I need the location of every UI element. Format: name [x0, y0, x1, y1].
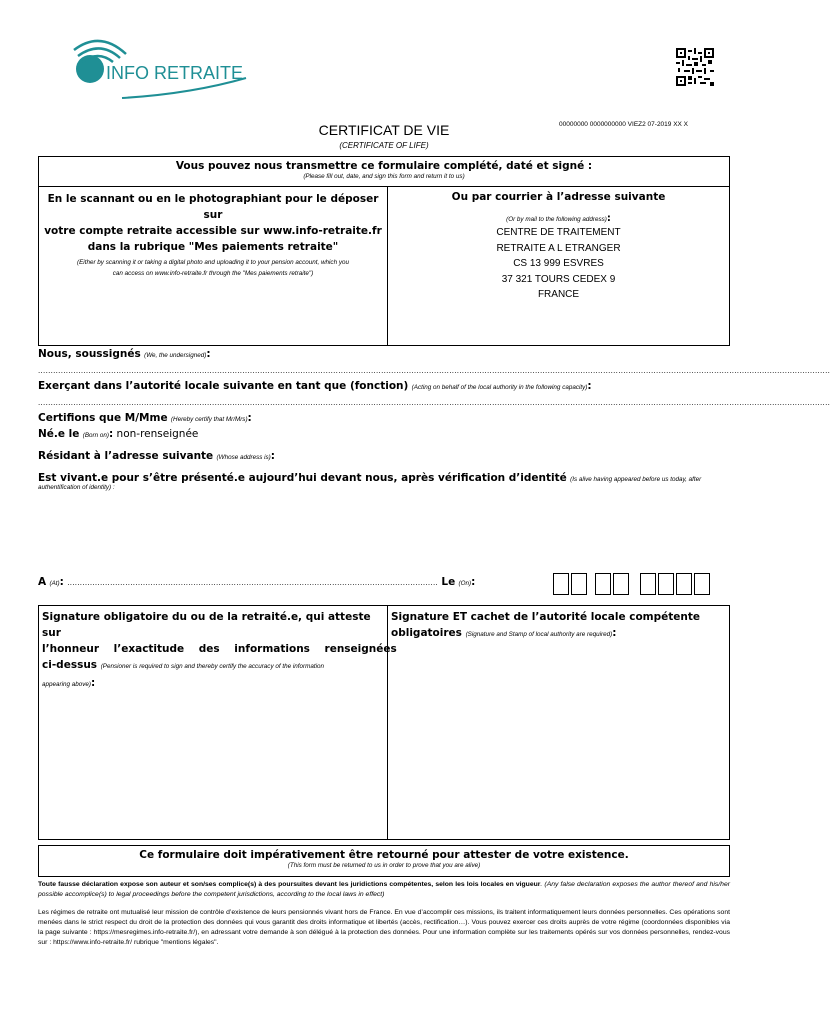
function-colon: :: [587, 380, 592, 392]
place-dotted-line[interactable]: ...................................................................................................................................................: [67, 578, 439, 587]
mail-colon: :: [606, 213, 611, 224]
online-line-1: En le scannant ou en le photographiant pour le déposer sur: [47, 193, 379, 221]
return-notice-translation: (This form must be returned to us in order to prove that you are alive): [287, 862, 481, 869]
warning-italic: . (Any false declaration exposes the author thereof and his/her possible accomplice(s) to legal proceedings before the competent jurisdictions, according to the local laws in effect): [38, 881, 730, 898]
resident-colon: :: [270, 450, 275, 462]
alive-statement: [38, 472, 730, 491]
address-line-5: FRANCE: [537, 289, 580, 300]
authority-line-2: obligatoires: [391, 627, 462, 639]
warning-bold: Toute fausse déclaration expose son auteur et son/ses complice(s) à des poursuites devant les juridictions compétentes, selon les lois locales en vigueur: [38, 881, 541, 888]
date-colon: :: [471, 576, 476, 588]
page-title: CERTIFICAT DE VIE: [318, 122, 450, 138]
certify-label: Certifions que M/Mme: [38, 412, 168, 424]
mail-translation: (Or by mail to the following address): [506, 216, 607, 223]
return-notice-main: Ce formulaire doit impérativement être retourné pour attester de votre existence.: [139, 849, 629, 861]
pensioner-translation-1: (Pensioner is required to sign and thereby certify the accuracy of the information: [100, 663, 325, 670]
mail-heading: Ou par courrier à l’adresse suivante: [451, 191, 666, 203]
address-line-4: 37 321 TOURS CEDEX 9: [501, 273, 616, 285]
online-translation-2: can access on www.info-retraite.fr through the "Mes paiements retraite"): [112, 270, 314, 277]
undersigned-label: Nous, soussignés: [38, 348, 141, 360]
instructions-header-box: [38, 156, 730, 187]
undersigned-field[interactable]: [38, 348, 211, 360]
function-field[interactable]: [38, 380, 592, 392]
certify-field[interactable]: [38, 412, 252, 424]
authority-translation: (Signature and Stamp of local authority are required): [465, 631, 613, 638]
alive-translation-2: authentification of identity) :: [38, 484, 115, 491]
pensioner-translation-2: appearing above): [42, 681, 92, 688]
date-label: Le: [441, 576, 456, 588]
instructions-translation: (Please fill out, date, and sign this form and return it to us): [303, 173, 465, 180]
instructions-main: Vous pouvez nous transmettre ce formulaire complété, daté et signé :: [175, 160, 593, 172]
resident-translation: (Whose address is): [216, 454, 271, 461]
privacy-notice: Les régimes de retraite ont mutualisé leur mission de contrôle d’existence de leurs pensionnés vivant hors de France. En vue d’accomplir ces missions, ils traitent informatiquement leurs données personnelles. Ces opérations sont menées dans le strict respect du droit de la protection des données qui vous garantit des droits informatique et libertés (accès, rectification…). Vous pouvez exercer ces droits auprès de votre régime (coordonnées disponibles via la page suivante : https://mesregimes.info-retraite.fr/), en adressant votre demande à son délégué à la protection des données. Pour une information complète sur les traitements opérés sur vos données personnelles, rendez-vous sur : https://www.info-retraite.fr/ rubrique "mentions légales".: [38, 909, 730, 946]
undersigned-translation: (We, the undersigned): [144, 352, 207, 359]
born-translation: (Born on): [82, 432, 109, 439]
logo-text: INFO RETRAITE: [106, 63, 244, 83]
date-day-box-1[interactable]: [553, 573, 569, 595]
pensioner-signature-box[interactable]: [38, 605, 397, 840]
place-colon: :: [59, 576, 64, 588]
address-line-2: RETRAITE A L ETRANGER: [496, 242, 621, 254]
alive-translation-1: (Is alive having appeared before us today, after: [570, 476, 702, 483]
date-year-box-1[interactable]: [640, 573, 656, 595]
date-month-box-1[interactable]: [595, 573, 611, 595]
place-field[interactable]: [38, 576, 475, 588]
certify-translation: (Hereby certify that Mr/Mrs): [170, 416, 248, 423]
qr-code-icon: [676, 48, 714, 86]
reference-code: 00000000 0000000000 VIEZ2 07-2019 XX X: [559, 121, 689, 128]
resident-field[interactable]: [38, 450, 275, 462]
place-label: A: [38, 576, 47, 588]
page-subtitle: (CERTIFICATE OF LIFE): [339, 141, 429, 150]
certify-colon: :: [247, 412, 252, 424]
date-day-box-2[interactable]: [571, 573, 587, 595]
pensioner-colon: :: [91, 677, 96, 689]
pensioner-line-2: l’honneur l’exactitude des informations renseignées: [42, 643, 397, 655]
born-field[interactable]: [38, 428, 198, 440]
born-value: non-renseignée: [116, 428, 199, 440]
address-line-1: CENTRE DE TRAITEMENT: [496, 227, 621, 238]
date-year-box-3[interactable]: [676, 573, 692, 595]
pensioner-line-3: ci-dessus: [42, 659, 98, 671]
function-translation: (Acting on behalf of the local authority in the following capacity): [411, 384, 588, 391]
function-dotted-line[interactable]: ..........................................................................................................................................................................................................................................................................................................................: [38, 398, 830, 407]
undersigned-dotted-line[interactable]: ..........................................................................................................................................................................................................................................................................................................................: [38, 366, 830, 375]
date-year-box-2[interactable]: [658, 573, 674, 595]
pensioner-line-1: Signature obligatoire du ou de la retraité.e, qui atteste sur: [42, 611, 371, 639]
info-retraite-logo: [60, 28, 260, 108]
false-declaration-warning: [38, 880, 730, 900]
born-colon: :: [109, 428, 114, 440]
online-line-2: votre compte retraite accessible sur www.info-retraite.fr: [44, 225, 382, 237]
address-line-3: CS 13 999 ESVRES: [513, 258, 604, 269]
born-label: Né.e le: [38, 428, 80, 440]
date-month-box-2[interactable]: [613, 573, 629, 595]
place-translation: (At): [49, 580, 60, 587]
authority-line-1: Signature ET cachet de l’autorité locale compétente: [391, 611, 701, 623]
date-translation: (On): [458, 580, 472, 587]
date-year-box-4[interactable]: [694, 573, 710, 595]
return-notice-box: [38, 845, 730, 877]
online-translation-1: (Either by scanning it or taking a digital photo and uploading it to your pension account, which you: [77, 259, 349, 266]
authority-signature-box[interactable]: [387, 605, 730, 840]
online-line-3: dans la rubrique "Mes paiements retraite": [87, 241, 339, 253]
online-option-box: [38, 186, 388, 346]
undersigned-colon: :: [206, 348, 211, 360]
function-label: Exerçant dans l’autorité locale suivante en tant que (fonction): [38, 380, 409, 392]
alive-label: Est vivant.e pour s’être présenté.e aujourd’hui devant nous, après vérification d’identité: [38, 472, 567, 484]
authority-colon: :: [612, 627, 617, 639]
resident-label: Résidant à l’adresse suivante: [38, 450, 214, 462]
mail-option-box: [387, 186, 730, 346]
